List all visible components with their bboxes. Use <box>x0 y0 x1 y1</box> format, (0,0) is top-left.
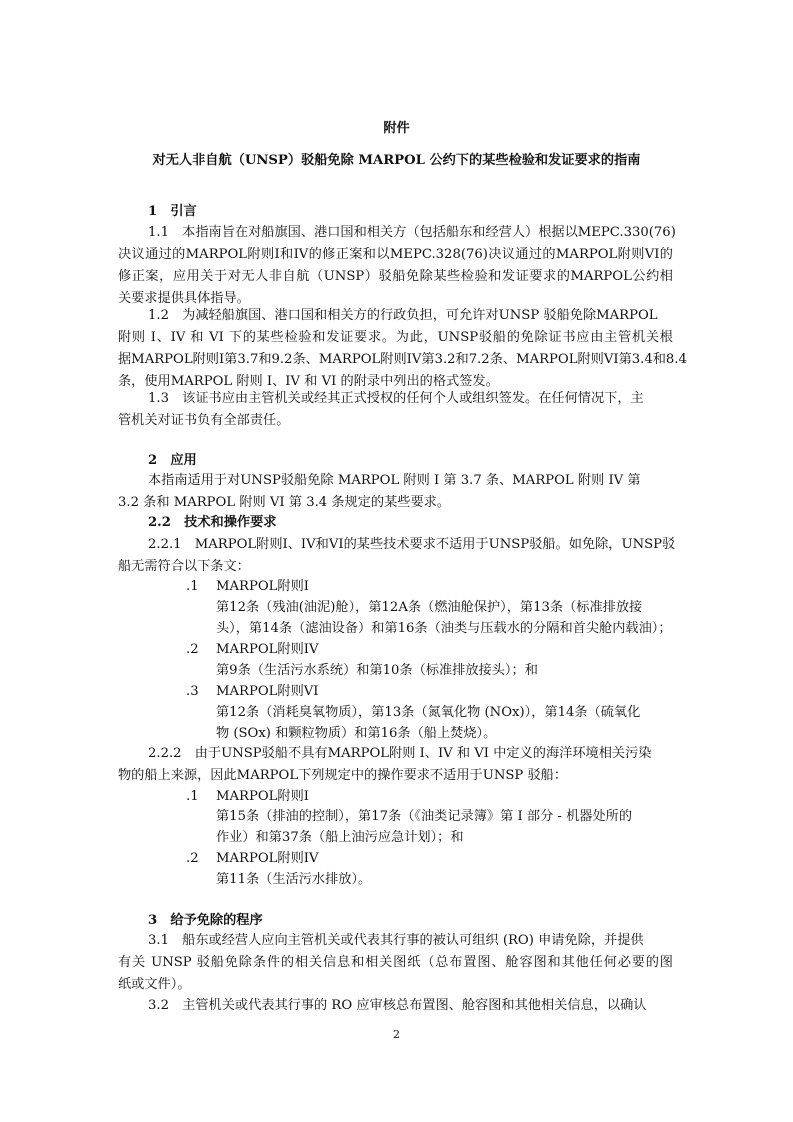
document-title: 对无人非自航（UNSP）驳船免除 MARPOL 公约下的某些检验和发证要求的指南 <box>152 153 641 168</box>
para-3-2-line: 3.2 主管机关或代表其行事的 RO 应审核总布置图、舱容图和其他相关信息，以确认 <box>148 998 647 1013</box>
section-1-heading: 1 引言 <box>148 204 197 219</box>
para-1-3-line: 1.3 该证书应由主管机关或经其正式授权的任何个人或组织签发。在任何情况下，主 <box>148 391 644 406</box>
para-1-2-line: 据MARPOL附则I第3.7和9.2条、MARPOL附则IV第3.2和7.2条、MARPOL附则VI第3.4和8.4 <box>118 352 687 367</box>
para-1-2-line: 附则 I、IV 和 VI 下的某些检验和发证要求。为此，UNSP驳船的免除证书应由主管机关根 <box>118 330 673 345</box>
list-item-text: 第12条（消耗臭氧物质），第13条（氮氧化物 (NOx)），第14条（硫氧化 <box>216 705 641 720</box>
para-1-2-line: 条，使用MARPOL 附则 I、IV 和 VI 的附录中列出的格式签发。 <box>118 374 499 389</box>
page-number: 2 <box>393 1028 400 1041</box>
list-item-text: 物 (SOx) 和颗粒物质）和第16条（船上焚烧）。 <box>216 726 497 741</box>
list-item-number: .1 <box>186 789 199 804</box>
list-item-text: 第15条（排油的控制），第17条（《油类记录簿》第 I 部分 - 机器处所的 <box>216 809 633 824</box>
para-1-1-line: 修正案，应用关于对无人非自航（UNSP）驳船免除某些检验和发证要求的MARPOL公约相 <box>118 269 673 284</box>
para-1-1-line: 1.1 本指南旨在对船旗国、港口国和相关方（包括船东和经营人）根据以MEPC.330(76) <box>148 225 676 240</box>
list-item-text: 第11条（生活污水排放）。 <box>216 872 372 887</box>
para-2-line: 本指南适用于对UNSP驳船免除 MARPOL 附则 I 第 3.7 条、MARPOL 附则 IV 第 <box>148 473 641 488</box>
list-item-title: MARPOL附则VI <box>216 684 319 699</box>
para-3-1-line: 有关 UNSP 驳船免除条件的相关信息和相关图纸（总布置图、舱容图和其他任何必要的图 <box>118 955 673 970</box>
section-2-2-heading: 2.2 技术和操作要求 <box>148 515 277 530</box>
list-item-number: .1 <box>186 579 199 594</box>
para-1-1-line: 决议通过的MARPOL附则I和IV的修正案和以MEPC.328(76)决议通过的MARPOL附则VI的 <box>118 247 673 262</box>
list-item-text: 头），第14条（滤油设备）和第16条（油类与压载水的分隔和首尖舱内载油）； <box>216 621 672 636</box>
para-2-2-2-line: 2.2.2 由于UNSP驳船不具有MARPOL附则 I、IV 和 VI 中定义的海洋环境相关污染 <box>148 746 652 761</box>
para-2-2-2-line: 物的船上来源，因此MARPOL下列规定中的操作要求不适用于UNSP 驳船： <box>118 768 568 783</box>
list-item-text: 第12条（残油(油泥)舱），第12A条（燃油舱保护），第13条（标准排放接 <box>216 600 643 615</box>
list-item-title: MARPOL附则I <box>216 789 309 804</box>
annex-title: 附件 <box>383 121 410 136</box>
para-1-1-line: 关要求提供具体指导。 <box>118 291 250 306</box>
list-item-text: 作业）和第37条（船上油污应急计划）；和 <box>216 830 464 845</box>
section-3-heading: 3 给予免除的程序 <box>148 913 263 928</box>
list-item-number: .2 <box>186 642 199 657</box>
para-3-1-line: 3.1 船东或经营人应向主管机关或代表其行事的被认可组织 (RO) 申请免除，并提供 <box>148 933 644 948</box>
para-1-3-line: 管机关对证书负有全部责任。 <box>118 413 290 428</box>
list-item-text: 第9条（生活污水系统）和第10条（标准排放接头）；和 <box>216 663 538 678</box>
para-2-2-1-line: 船无需符合以下条文： <box>118 559 250 574</box>
para-3-1-line: 纸或文件）。 <box>118 977 191 992</box>
list-item-number: .2 <box>186 851 199 866</box>
list-item-number: .3 <box>186 684 199 699</box>
list-item-title: MARPOL附则IV <box>216 851 319 866</box>
para-1-2-line: 1.2 为减轻船旗国、港口国和相关方的行政负担，可允许对UNSP 驳船免除MARPOL <box>148 308 658 323</box>
para-2-2-1-line: 2.2.1 MARPOL附则I、IV和VI的某些技术要求不适用于UNSP驳船。如免除，UNSP驳 <box>148 537 676 552</box>
list-item-title: MARPOL附则I <box>216 579 309 594</box>
para-2-line: 3.2 条和 MARPOL 附则 VI 第 3.4 条规定的某些要求。 <box>118 495 451 510</box>
list-item-title: MARPOL附则IV <box>216 642 319 657</box>
section-2-heading: 2 应用 <box>148 453 197 468</box>
